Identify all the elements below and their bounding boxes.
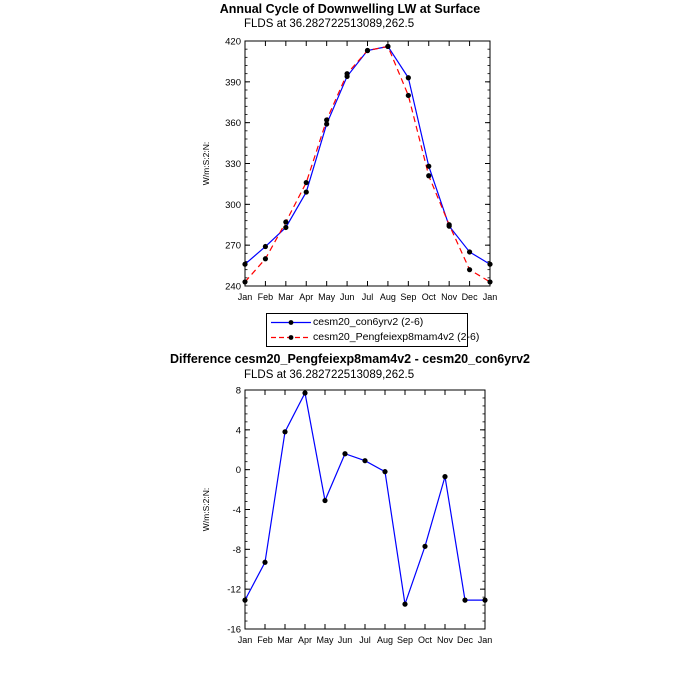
chart2-ytick-label: -8: [232, 544, 241, 556]
chart2-xtick-label: Jul: [359, 635, 371, 645]
chart2-data-point-s1: [242, 598, 247, 603]
chart2-data-point-s1: [362, 458, 367, 463]
chart1-xtick-label: Nov: [441, 292, 458, 302]
chart2-frame: [245, 390, 485, 629]
chart1-xtick-label: Jan: [482, 292, 498, 302]
chart2-data-point-s1: [302, 390, 307, 395]
chart2-xtick-label: Apr: [297, 635, 313, 645]
chart1-ylabel: W/m:S:2:N:: [201, 141, 211, 186]
chart1-xtick-label: Feb: [257, 292, 274, 302]
chart1-title: Annual Cycle of Downwelling LW at Surface: [219, 2, 481, 16]
chart1-xtick-label: Jun: [339, 292, 355, 302]
chart2-data-point-s1: [282, 429, 287, 434]
chart2-ytick-label: -4: [232, 505, 241, 516]
chart1-xtick-label: May: [318, 292, 336, 302]
chart2-ylabel: W/m:S:2:N:: [201, 487, 211, 532]
chart1-ytick-label: 420: [225, 36, 241, 48]
chart2-data-point-s1: [462, 598, 467, 603]
chart2-xtick-label: Jan: [477, 635, 493, 645]
chart2-ytick-label: -16: [227, 624, 241, 636]
chart2-ytick-label: 8: [235, 385, 241, 397]
chart1-ytick-label: 330: [225, 159, 241, 170]
legend-item-series-2: [267, 330, 480, 345]
chart2-xtick-label: Sep: [396, 635, 414, 645]
chart2-xtick-label: Feb: [257, 635, 273, 645]
chart2-data-point-s1: [262, 560, 267, 565]
chart2-ytick-label: 0: [235, 465, 241, 477]
chart2-xtick-label: Jan: [237, 635, 253, 645]
chart1-subtitle: FLDS at 36.282722513089,262.5: [244, 18, 415, 30]
chart1-ytick-label: 390: [225, 77, 241, 89]
legend-dashed-line-icon: [271, 331, 311, 344]
chart1-xtick-label: Dec: [461, 292, 478, 302]
chart2-xtick-label: Jun: [337, 635, 353, 645]
chart1-ytick-label: 270: [225, 240, 241, 252]
chart1-ytick-label: 300: [225, 199, 241, 211]
chart2-xtick-label: May: [316, 635, 334, 645]
chart2-data-point-s1: [382, 469, 387, 474]
chart2-series-line-1: [245, 393, 485, 604]
chart2-xtick-label: Nov: [436, 635, 454, 645]
chart2-ytick-label: 4: [235, 425, 241, 437]
chart1-xtick-label: Aug: [379, 292, 396, 302]
chart2-data-point-s1: [342, 451, 347, 456]
legend-line-icon: [271, 316, 311, 329]
chart2-data-point-s1: [322, 498, 327, 503]
chart2-xtick-label: Oct: [417, 635, 433, 645]
chart2-data-point-s1: [482, 598, 487, 603]
chart1-xtick-label: Jan: [237, 292, 253, 302]
chart2-title: Difference cesm20_Pengfeiexp8mam4v2 - cesm20_con6yrv2: [170, 352, 530, 366]
chart1-xtick-label: Sep: [400, 292, 417, 302]
legend-item-series-1: [267, 315, 467, 330]
chart2-xtick-label: Aug: [376, 635, 394, 645]
chart2-xtick-label: Mar: [277, 635, 293, 645]
chart1-legend: [266, 313, 480, 347]
chart2-xtick-label: Dec: [456, 635, 474, 645]
chart2-data-point-s1: [402, 602, 407, 607]
chart1-xtick-label: Oct: [421, 292, 436, 302]
chart1-xtick-label: Apr: [299, 292, 314, 302]
chart2-ytick-label: -12: [227, 584, 241, 596]
chart2-subtitle: FLDS at 36.282722513089,262.5: [244, 369, 415, 381]
chart2-data-point-s1: [442, 474, 447, 479]
legend-label-series-2: cesm20_Pengfeiexp8mam4v2 (2-6): [313, 331, 480, 343]
chart2-data-point-s1: [422, 544, 427, 549]
chart1-xtick-label: Mar: [278, 292, 294, 302]
chart1-ytick-label: 360: [225, 118, 241, 130]
legend-label-series-1: cesm20_con6yrv2 (2-6): [313, 316, 424, 328]
chart1-xtick-label: Jul: [361, 292, 374, 302]
chart1-ytick-label: 240: [225, 281, 241, 293]
